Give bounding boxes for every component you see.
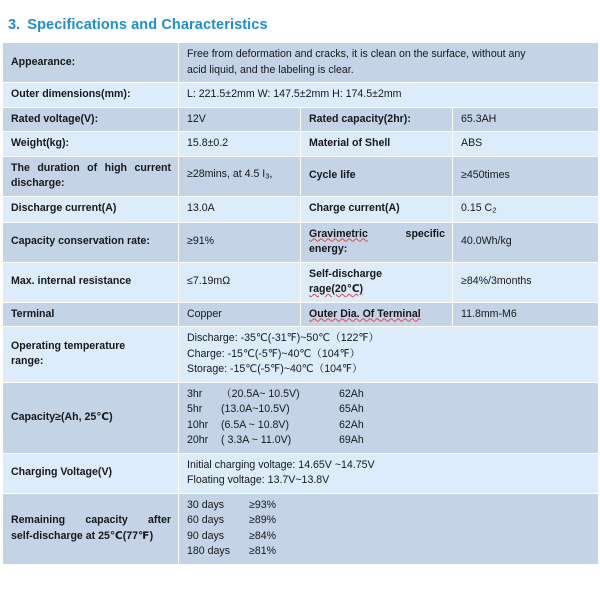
row-label-operating-temperature-range: [3, 327, 179, 383]
capacity-ah: 65Ah: [339, 403, 364, 416]
gravimetric-label-word-2: specific: [405, 227, 445, 240]
table-row: [3, 302, 599, 327]
row-label-max-internal-resistance: Max. internal resistance: [3, 262, 179, 302]
self-discharge-label-line-2: rage(20℃): [309, 283, 364, 296]
table-row: [3, 156, 599, 196]
row-label-discharge-current: Discharge current(A): [3, 196, 179, 222]
remaining-percent: ≥93%: [249, 498, 277, 511]
row-label-high-current-discharge: [3, 156, 179, 196]
charging-voltage-initial: Initial charging voltage: 14.65V ~14.75V: [187, 458, 375, 471]
capacity-ah: 62Ah: [339, 387, 364, 400]
row-value-weight: 15.8±0.2: [179, 132, 301, 157]
remaining-days: 30 days: [187, 498, 225, 511]
operating-temp-discharge: Discharge: -35℃(-31℉)~50℃（122℉）: [187, 332, 380, 345]
gravimetric-label-line-2: energy:: [309, 243, 348, 256]
page-title-text: Specifications and Characteristics: [27, 17, 268, 33]
operating-temp-storage: Storage: -15℃(-5℉)~40℃（104℉）: [187, 363, 363, 376]
table-row: [3, 382, 599, 453]
capacity-hr: 10hr: [187, 418, 209, 431]
table-row: [3, 327, 599, 383]
capacity-ah: 69Ah: [339, 434, 364, 447]
row-value-cycle-life: ≥450times: [453, 156, 599, 196]
row-value-outer-dia-of-terminal: 11.8mm-M6: [453, 302, 599, 327]
remaining-days: 60 days: [187, 514, 225, 527]
high-current-value-post: ,: [269, 168, 273, 181]
specifications-table: [2, 42, 599, 565]
row-value-max-internal-resistance: ≤7.19mΩ: [179, 262, 301, 302]
row-value-charge-current: [453, 196, 599, 222]
table-row: [3, 453, 599, 493]
charging-voltage-floating: Floating voltage: 13.7V~13.8V: [187, 474, 330, 487]
row-label-weight: Weight(kg):: [3, 132, 179, 157]
row-value-operating-temperature-range: [179, 327, 599, 383]
remaining-days: 180 days: [187, 545, 230, 558]
page-title-number: 3.: [8, 17, 21, 33]
row-label-outer-dia-of-terminal: Outer Dia. Of Terminal: [301, 302, 453, 327]
gravimetric-label-word-1: Gravimetric: [309, 227, 368, 240]
table-row: [3, 83, 599, 108]
operating-temp-label-line-1: Operating temperature: [11, 339, 126, 352]
capacity-range: (6.5A ~ 10.8V): [221, 418, 290, 431]
remaining-label-word-2: capacity: [85, 514, 128, 527]
capacity-entry: [187, 387, 591, 403]
row-value-appearance: [179, 43, 599, 83]
table-row: [3, 222, 599, 262]
capacity-entry: [187, 418, 591, 434]
remaining-percent: ≥84%: [249, 529, 277, 542]
row-label-appearance: Appearance:: [3, 43, 179, 83]
row-label-charging-voltage: Charging Voltage(V): [3, 453, 179, 493]
row-label-rated-voltage: Rated voltage(V):: [3, 107, 179, 132]
remaining-label-line-2: self-discharge at 25℃(77℉): [11, 529, 154, 542]
row-label-material-of-shell: Material of Shell: [301, 132, 453, 157]
row-value-discharge-current: 13.0A: [179, 196, 301, 222]
remaining-entry: [187, 529, 591, 545]
row-label-remaining-capacity: [3, 493, 179, 564]
row-value-terminal: Copper: [179, 302, 301, 327]
remaining-days: 90 days: [187, 529, 225, 542]
row-label-gravimetric-specific-energy: [301, 222, 453, 262]
row-value-high-current-discharge: [179, 156, 301, 196]
row-value-capacity-conservation-rate: ≥91%: [179, 222, 301, 262]
row-value-remaining-capacity: [179, 493, 599, 564]
row-value-capacity-ah: [179, 382, 599, 453]
row-label-outer-dimensions: Outer dimensions(mm):: [3, 83, 179, 108]
row-value-self-discharge-rate: ≥84%/3months: [453, 262, 599, 302]
row-label-charge-current: Charge current(A): [301, 196, 453, 222]
charge-current-value-subscript: 2: [492, 205, 497, 215]
row-label-self-discharge-rate: [301, 262, 453, 302]
row-value-rated-voltage: 12V: [179, 107, 301, 132]
row-label-rated-capacity: Rated capacity(2hr):: [301, 107, 453, 132]
table-row: [3, 107, 599, 132]
capacity-hr: 3hr: [187, 387, 203, 400]
high-current-value-pre: ≥28mins, at 4.5 I: [187, 168, 266, 181]
capacity-entry: [187, 402, 591, 418]
remaining-percent: ≥81%: [249, 545, 277, 558]
remaining-entry: [187, 498, 591, 514]
operating-temp-charge: Charge: -15℃(-5℉)~40℃（104℉）: [187, 347, 361, 360]
row-value-material-of-shell: ABS: [453, 132, 599, 157]
self-discharge-label-line-1: Self-discharge: [309, 267, 383, 280]
appearance-line-1: Free from deformation and cracks, it is clean on the surface, without any: [187, 48, 526, 60]
remaining-label-word-3: after: [148, 514, 171, 527]
row-label-cycle-life: Cycle life: [301, 156, 453, 196]
capacity-ah: 62Ah: [339, 418, 364, 431]
charge-current-value-pre: 0.15 C: [461, 201, 493, 214]
row-label-capacity-conservation-rate: Capacity conservation rate:: [3, 222, 179, 262]
row-label-terminal: Terminal: [3, 302, 179, 327]
appearance-line-2: acid liquid, and the labeling is clear.: [187, 63, 354, 76]
table-row: [3, 43, 599, 83]
remaining-entry: [187, 544, 591, 560]
high-current-value-subscript: 3: [265, 172, 270, 182]
row-value-gravimetric-specific-energy: 40.0Wh/kg: [453, 222, 599, 262]
operating-temp-label-line-2: range:: [11, 355, 44, 368]
remaining-entry: [187, 513, 591, 529]
table-row: [3, 196, 599, 222]
capacity-hr: 5hr: [187, 403, 203, 416]
row-label-capacity-ah: Capacity≥(Ah, 25℃): [3, 382, 179, 453]
table-row: [3, 262, 599, 302]
row-value-rated-capacity: 65.3AH: [453, 107, 599, 132]
row-value-charging-voltage: [179, 453, 599, 493]
row-value-outer-dimensions: L: 221.5±2mm W: 147.5±2mm H: 174.5±2mm: [179, 83, 599, 108]
capacity-range: （20.5A~ 10.5V): [221, 387, 300, 400]
remaining-percent: ≥89%: [249, 514, 277, 527]
remaining-label-word-1: Remaining: [11, 514, 66, 527]
table-row: [3, 132, 599, 157]
table-row: [3, 493, 599, 564]
capacity-range: ( 3.3A ~ 11.0V): [221, 434, 292, 447]
capacity-range: (13.0A~10.5V): [221, 403, 290, 416]
high-current-discharge-label-line-2: discharge:: [11, 177, 65, 189]
capacity-entry: [187, 433, 591, 449]
capacity-hr: 20hr: [187, 434, 209, 447]
high-current-discharge-label-line-1: The duration of high current: [11, 161, 171, 174]
page-title: [0, 0, 600, 42]
